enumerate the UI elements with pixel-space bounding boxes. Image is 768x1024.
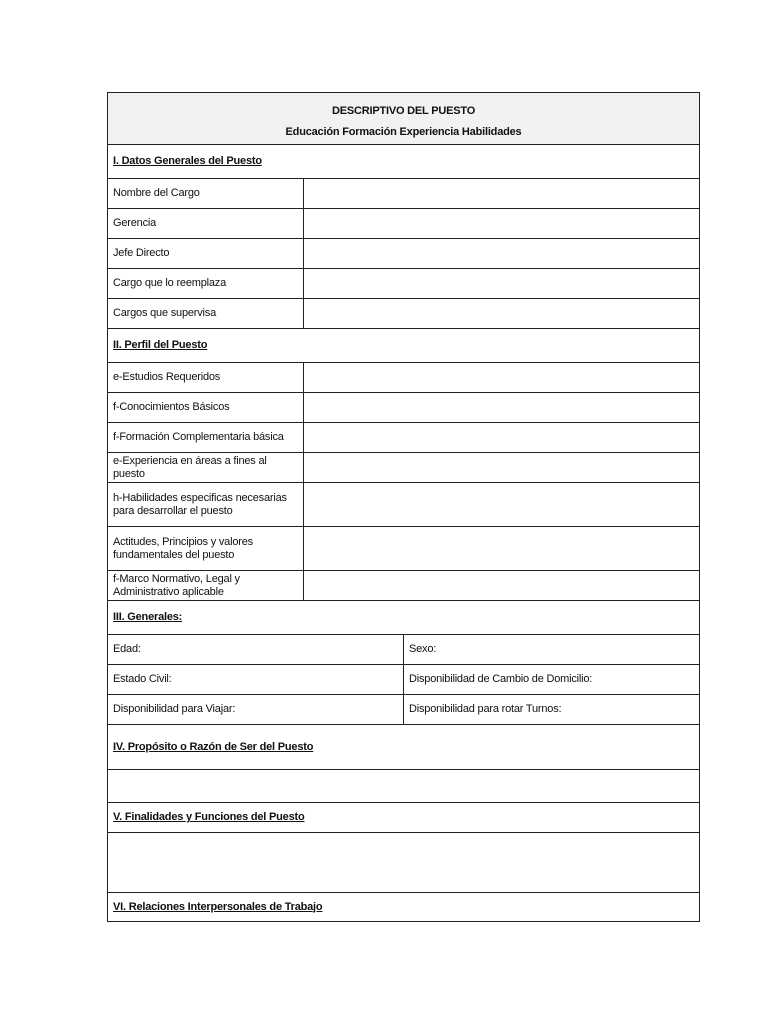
field-label-nombre-cargo: Nombre del Cargo [108,179,304,209]
field-viajar[interactable]: Disponibilidad para Viajar: [108,695,404,725]
field-label-estudios: e-Estudios Requeridos [108,363,304,393]
field-label-conocimientos: f-Conocimientos Básicos [108,393,304,423]
field-label-marco-normativo: f-Marco Normativo, Legal y Administrativo aplicable [108,571,304,601]
field-cambio-domicilio[interactable]: Disponibilidad de Cambio de Domicilio: [404,665,700,695]
field-label-actitudes: Actitudes, Principios y valores fundamentales del puesto [108,527,304,571]
field-rotar-turnos[interactable]: Disponibilidad para rotar Turnos: [404,695,700,725]
section-heading-perfil: II. Perfil del Puesto [108,329,700,363]
field-label-gerencia: Gerencia [108,209,304,239]
field-label-experiencia: e-Experiencia en áreas a fines al puesto [108,453,304,483]
form-subtitle: Educación Formación Experiencia Habilidades [285,125,522,138]
field-value-cargo-reemplaza[interactable] [304,269,700,299]
section-heading-generales: III. Generales: [108,601,700,635]
field-sexo[interactable]: Sexo: [404,635,700,665]
field-label-jefe-directo: Jefe Directo [108,239,304,269]
form-title: DESCRIPTIVO DEL PUESTO [331,104,476,117]
job-description-form [107,92,700,922]
field-value-habilidades[interactable] [304,483,700,527]
field-value-gerencia[interactable] [304,209,700,239]
field-value-finalidades[interactable] [108,833,700,893]
field-value-jefe-directo[interactable] [304,239,700,269]
field-value-proposito[interactable] [108,770,700,803]
field-value-conocimientos[interactable] [304,393,700,423]
field-value-estudios[interactable] [304,363,700,393]
section-heading-finalidades: V. Finalidades y Funciones del Puesto [108,803,700,833]
field-label-cargos-supervisa: Cargos que supervisa [108,299,304,329]
form-header [108,93,700,145]
field-estado-civil[interactable]: Estado Civil: [108,665,404,695]
field-edad[interactable]: Edad: [108,635,404,665]
field-value-actitudes[interactable] [304,527,700,571]
section-heading-datos-generales: I. Datos Generales del Puesto [108,145,700,179]
field-label-formacion: f-Formación Complementaria básica [108,423,304,453]
field-value-experiencia[interactable] [304,453,700,483]
field-value-formacion[interactable] [304,423,700,453]
field-label-cargo-reemplaza: Cargo que lo reemplaza [108,269,304,299]
field-label-habilidades: h-Habilidades especificas necesarias para desarrollar el puesto [108,483,304,527]
field-value-nombre-cargo[interactable] [304,179,700,209]
field-value-marco-normativo[interactable] [304,571,700,601]
section-heading-proposito: IV. Propósito o Razón de Ser del Puesto [108,725,700,770]
section-heading-relaciones: VI. Relaciones Interpersonales de Trabajo [108,893,700,922]
field-value-cargos-supervisa[interactable] [304,299,700,329]
